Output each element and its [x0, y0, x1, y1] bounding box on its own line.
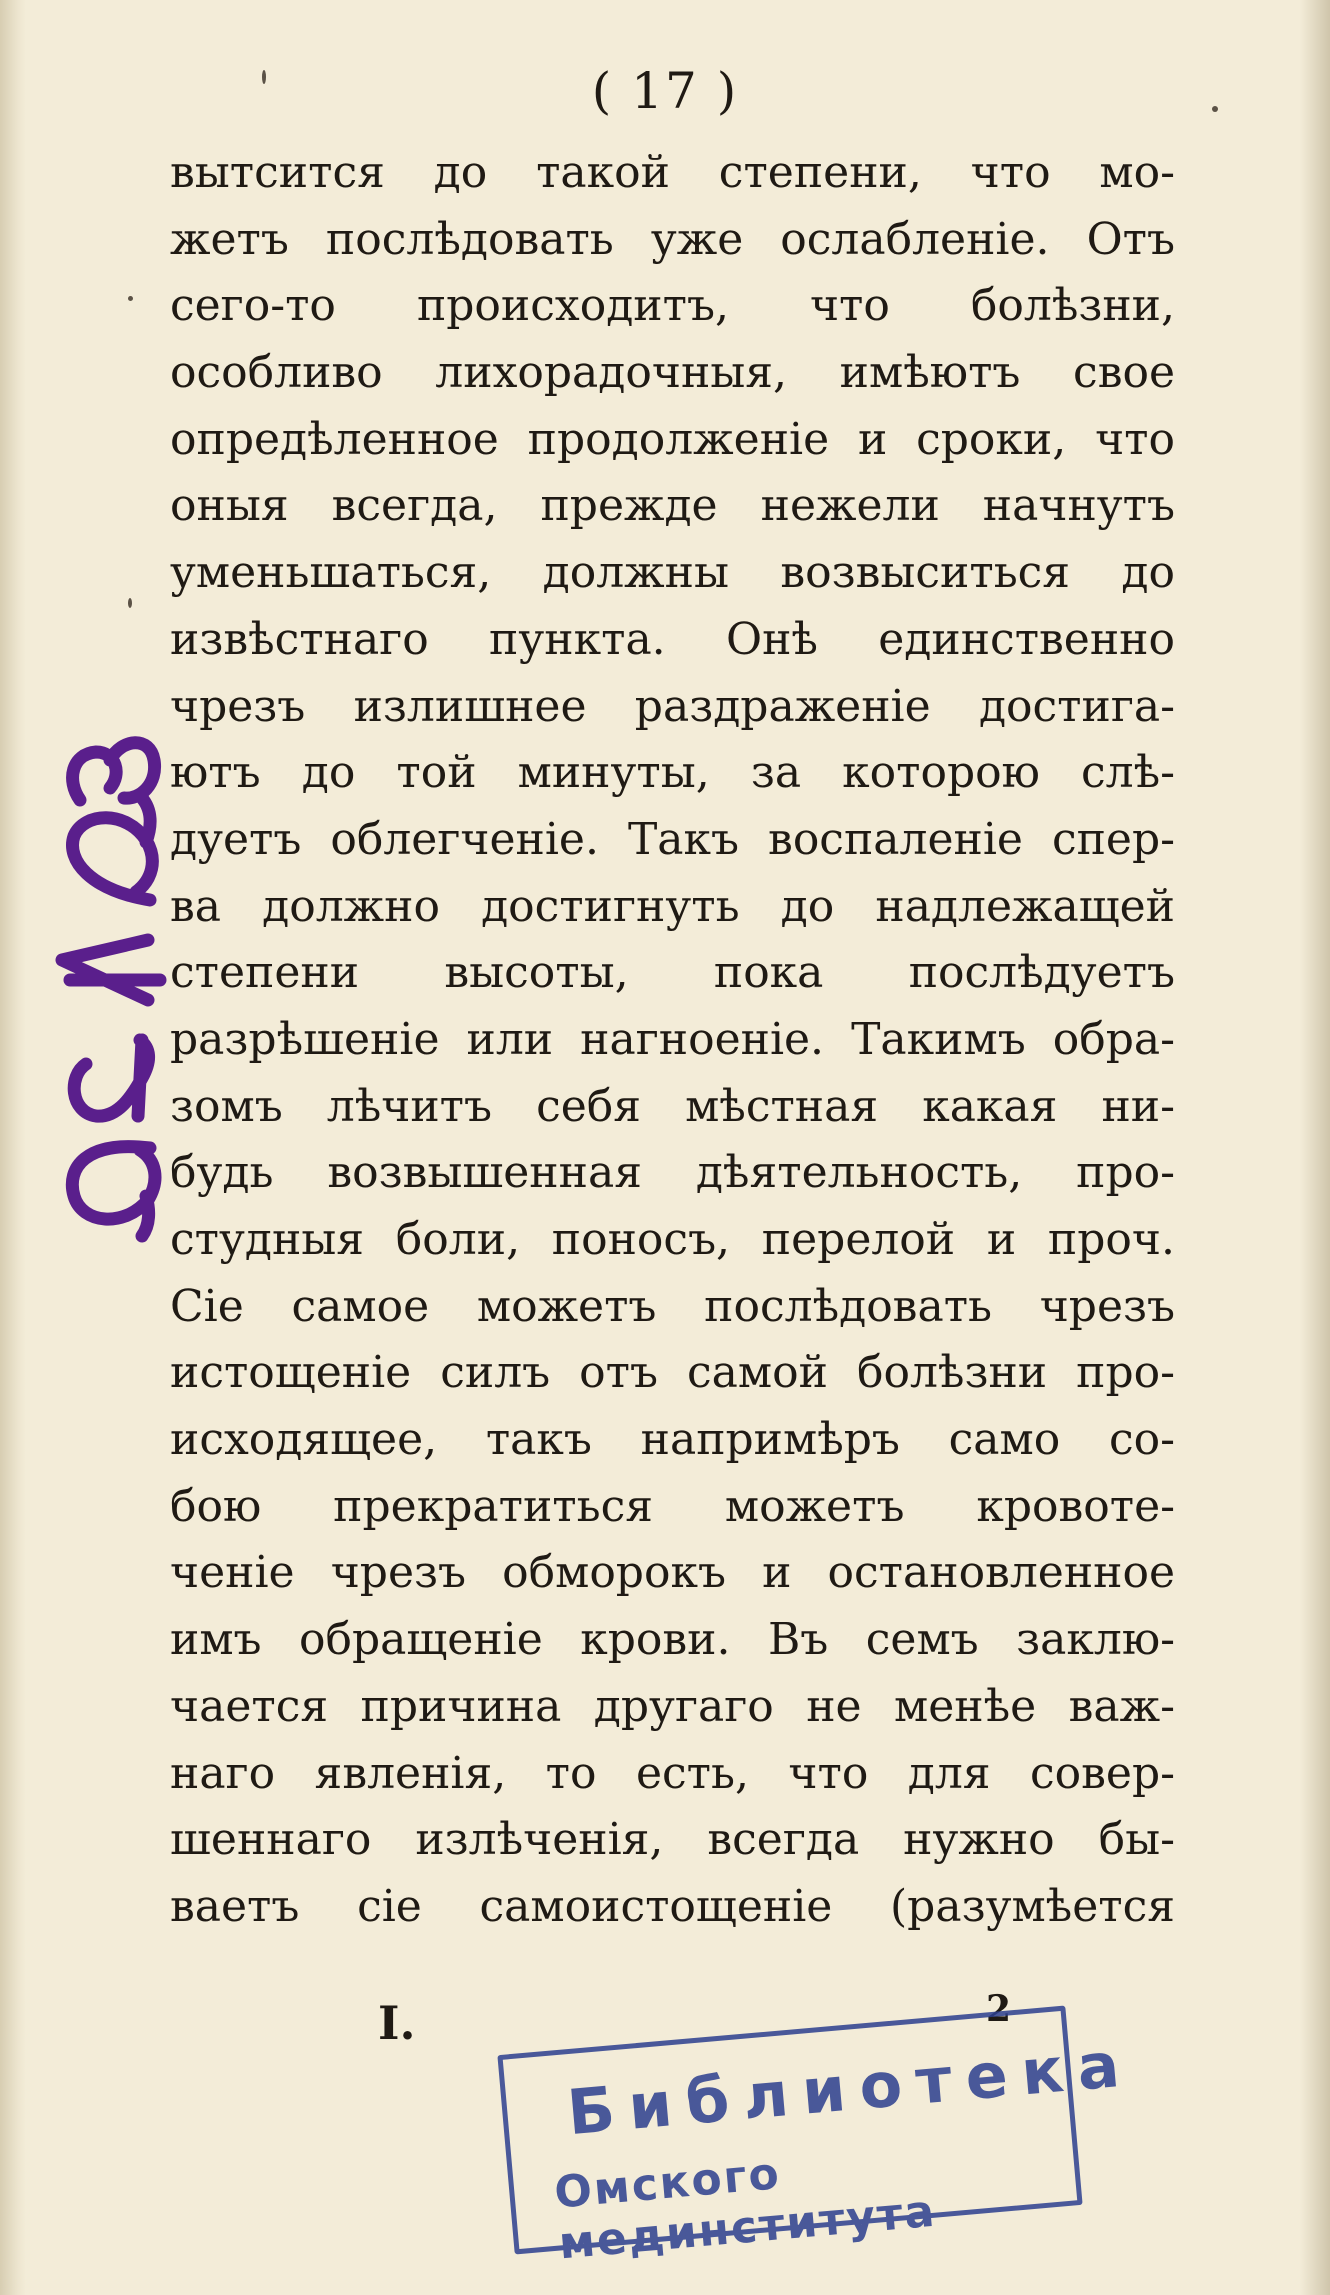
speck [128, 296, 133, 301]
footnote-number: 2 [986, 1988, 1012, 2030]
text-line: истощеніе силъ отъ самой болѣзни про- [170, 1347, 1175, 1399]
text-line: разрѣшеніе или нагноеніе. Такимъ обра- [170, 1013, 1175, 1065]
page-number: ( 17 ) [591, 62, 739, 120]
text-line: бою прекратиться можетъ кровоте- [170, 1480, 1175, 1532]
text-line: дуетъ облегченіе. Такъ воспаленіе спер- [170, 813, 1175, 865]
text-line: Сіе самое можетъ послѣдовать чрезъ [170, 1280, 1175, 1332]
inventory-digit-2 [74, 1040, 148, 1116]
text-line: сего-то происходитъ, что болѣзни, [170, 280, 1175, 332]
text-line: студныя боли, поносъ, перелой и проч. [170, 1214, 1175, 1265]
signature-mark: I. [378, 1996, 416, 2050]
text-line: ва должно достигнуть до надлежащей [170, 880, 1175, 932]
text-line: чрезъ излишнее раздраженіе достига- [170, 680, 1175, 732]
text-line: степени высоты, пока послѣдуетъ [170, 947, 1175, 999]
speck [128, 598, 132, 608]
text-line: ютъ до той минуты, за которою слѣ- [170, 747, 1175, 799]
page-edge-right [1300, 0, 1330, 2295]
text-line: имъ обращеніе крови. Въ семъ заклю- [170, 1614, 1175, 1666]
inventory-digit-4 [62, 940, 160, 1000]
text-line: исходящее, такъ напримѣръ само со- [170, 1414, 1175, 1466]
stamp-library-text: Библиотека [564, 2027, 1137, 2150]
body-text [170, 140, 1175, 1941]
library-stamp [497, 2006, 1137, 2270]
inventory-digit-3 [73, 743, 155, 800]
text-line: шеннаго излѣченія, всегда нужно бы- [170, 1814, 1175, 1866]
text-line: ваетъ сіе самоистощеніе (разумѣется [170, 1880, 1175, 1932]
text-line: оныя всегда, прежде нежели начнутъ [170, 480, 1175, 532]
text-line: извѣстнаго пункта. Онѣ единственно [170, 613, 1175, 665]
text-line: чается причина другаго не менѣе важ- [170, 1680, 1175, 1732]
inventory-digit-9-second [73, 798, 153, 900]
text-line: жетъ послѣдовать уже ослабленіе. Отъ [170, 213, 1175, 265]
text-line: вытсится до такой степени, что мо- [170, 147, 1175, 198]
page-edge-left [0, 0, 26, 2295]
text-line: опредѣленное продолженіе и сроки, что [170, 413, 1175, 465]
stamp-institute-text: Омского мединститута [552, 2148, 939, 2270]
text-line: будь возвышенная дѣятельность, про- [170, 1147, 1175, 1199]
text-line: уменьшаться, должны возвыситься до [170, 547, 1175, 599]
text-line: ченіе чрезъ обморокъ и остановленное [170, 1547, 1175, 1599]
text-line: наго явленія, то есть, что для совер- [170, 1747, 1175, 1799]
text-line: особливо лихорадочныя, имѣютъ свое [170, 347, 1175, 399]
text-line: зомъ лѣчитъ себя мѣстная какая ни- [170, 1080, 1175, 1132]
inventory-digit-9 [72, 1147, 155, 1236]
